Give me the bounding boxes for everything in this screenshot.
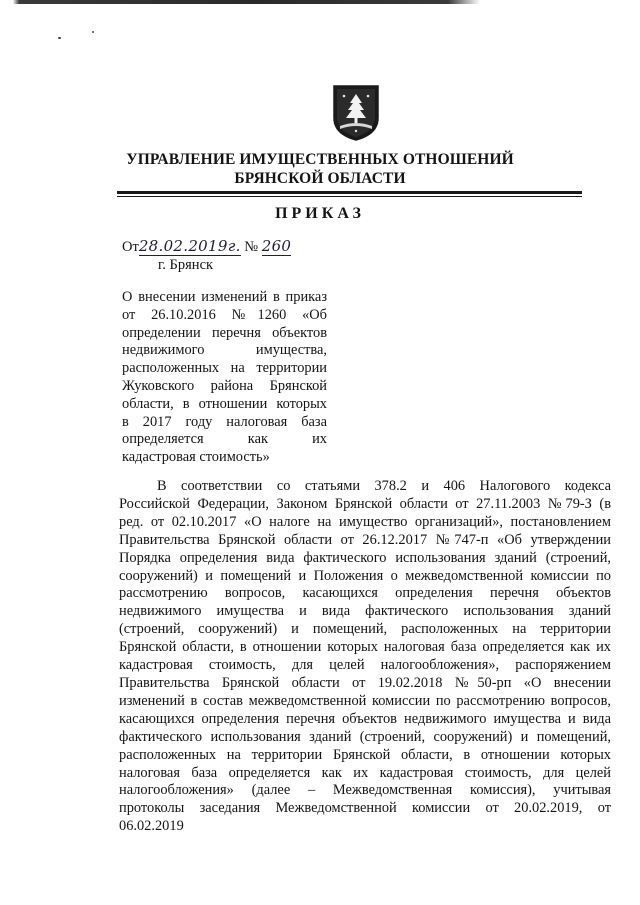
subject-line: Жуковского района Брянской [122,377,327,394]
subject-line: от 26.10.2016 №1260 «Об [122,306,327,323]
date-prefix: От [122,239,139,255]
body-line: касающихся определения перечня объектов недвижимого имущества и вида [119,710,611,727]
document-title: ПРИКАЗ [275,205,365,222]
subject-line: кадастровая стоимость» [122,449,270,466]
body-line: Порядка определения вида фактического использования зданий (строений, [119,549,611,566]
body-line: расположенных на территории Брянской области, в отношении которых [119,746,611,763]
number-prefix: № [244,239,259,255]
body-line: Российской Федерации, Законом Брянской области от 27.11.2003 №79-З (в [119,495,611,512]
handwritten-date: 28.02.2019г. [138,237,241,255]
body-line: ред. от 02.10.2017 «О налоге на имущество организаций», постановлением [119,513,611,530]
subject-line: области, в отношении которых [122,395,327,412]
body-line: Брянской области, в отношении которых налоговая база определяется как их [119,639,611,656]
body-line: Правительства Брянской области от 19.02.2018 №50-рп «О внесении [119,674,611,691]
body-line: кадастровая стоимость, для целей налогообложения», распоряжением [119,657,611,674]
body-line: налоговая база определяется как их кадастровая стоимость, для целей [119,764,611,781]
header-divider-thin [117,196,582,197]
scan-speck [58,37,61,39]
header-divider-thick [117,191,582,194]
body-line: Правительства Брянской области от 26.12.2017 №747-п «Об утверждении [119,531,611,548]
subject-line: О внесении изменений в приказ [122,289,327,305]
handwritten-number: 260 [261,237,292,255]
city-name: г. Брянск [158,257,214,273]
body-line: рассмотрению вопросов, касающихся определения перечня объектов [119,585,611,602]
subject-line: недвижимого имущества, [122,342,327,359]
bryansk-coat-of-arms-icon [331,82,381,142]
organization-name-line1: УПРАВЛЕНИЕ ИМУЩЕСТВЕННЫХ ОТНОШЕНИЙ [126,151,514,168]
body-line: (строений, сооружений) и помещений, расположенных на территории [119,621,611,638]
body-line: налогообложения» (далее – Межведомственная комиссия), учитывая [119,782,611,799]
subject-line: в 2017 году налоговая база [122,413,327,430]
body-line: В соответствии со статьями 378.2 и 406 Налогового кодекса [157,478,611,494]
subject-line: определяется как их [122,431,327,448]
order-date-number [122,237,291,256]
order-body-paragraph [119,478,611,836]
scan-speck [92,31,94,33]
body-line: изменений в состав межведомственной комиссии по рассмотрению вопросов, [119,692,611,709]
body-line: сооружений) и помещений и Положения о межведомственной комиссии по [119,567,611,584]
order-subject [122,289,327,467]
subject-line: расположенных на территории [122,360,327,377]
subject-line: определении перечня объектов [122,324,327,341]
body-line: протоколы заседания Межведомственной комиссии от 20.02.2019, от [119,800,611,817]
body-line: фактического использования зданий (строений, сооружений) и помещений, [119,728,611,745]
body-line: 06.02.2019 [119,818,184,835]
organization-name-line2: БРЯНСКОЙ ОБЛАСТИ [234,170,406,187]
body-line: недвижимого имущества и вида фактического использования зданий [119,603,611,620]
scan-edge-line [0,0,640,4]
